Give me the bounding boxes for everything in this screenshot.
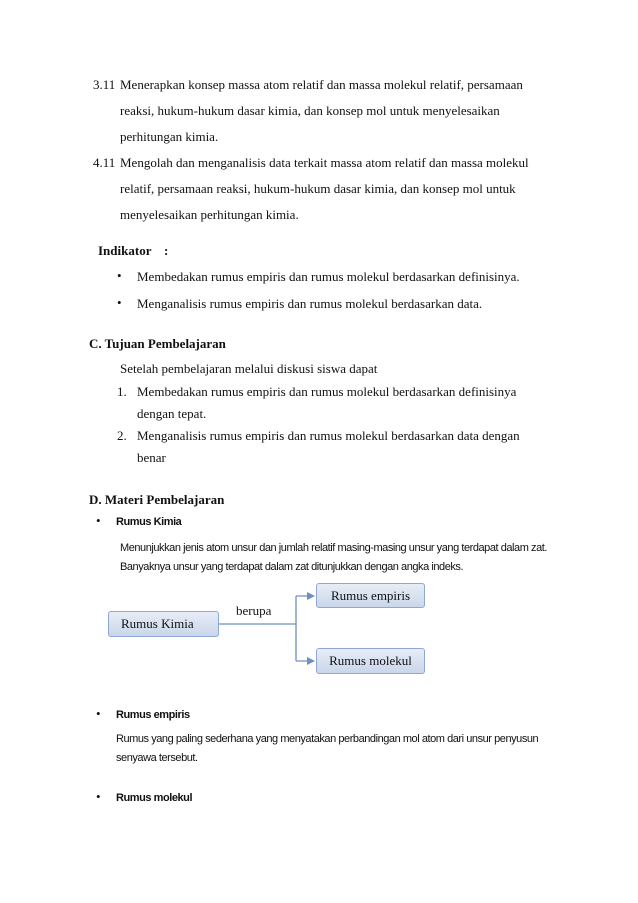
diagram-node-rumus-kimia <box>108 611 219 637</box>
kd-number: 3.11 <box>93 77 116 92</box>
section-heading: C. Tujuan Pembelajaran <box>89 336 226 351</box>
kd-text-line: perhitungan kimia. <box>120 129 219 144</box>
tujuan-intro: Setelah pembelajaran melalui diskusi siswa dapat <box>120 361 378 376</box>
kd-text-line: reaksi, hukum-hukum dasar kimia, dan konsep mol untuk menyelesaikan <box>120 103 500 118</box>
indikator-item: Membedakan rumus empiris dan rumus molekul berdasarkan definisinya. <box>137 269 520 284</box>
indikator-label: Indikator <box>98 243 152 258</box>
node-label: Rumus molekul <box>329 653 412 668</box>
diagram-node-rumus-molekul <box>316 648 425 674</box>
tujuan-number: 1. <box>117 384 127 399</box>
diagram-node-rumus-empiris <box>316 583 425 608</box>
paragraph-line: senyawa tersebut. <box>116 752 198 764</box>
kd-number: 4.11 <box>93 155 116 170</box>
section-heading: D. Materi Pembelajaran <box>89 492 225 507</box>
tujuan-number: 2. <box>117 428 127 443</box>
bullet-icon: • <box>96 513 101 528</box>
subheading-rumus-empiris: Rumus empiris <box>116 709 190 721</box>
kd-text-line: Mengolah dan menganalisis data terkait massa atom relatif dan massa molekul <box>120 155 529 170</box>
indikator-item: Menganalisis rumus empiris dan rumus molekul berdasarkan data. <box>137 296 483 311</box>
paragraph-line: Menunjukkan jenis atom unsur dan jumlah relatif masing-masing unsur yang terdapat dalam zat. <box>120 542 547 554</box>
tujuan-text-line: Membedakan rumus empiris dan rumus molekul berdasarkan definisinya <box>137 384 517 399</box>
paragraph-line: Rumus yang paling sederhana yang menyatakan perbandingan mol atom dari unsur penyusun <box>116 733 539 745</box>
kd-text-line: menyelesaikan perhitungan kimia. <box>120 207 299 222</box>
tujuan-text-line: Menganalisis rumus empiris dan rumus molekul berdasarkan data dengan <box>137 428 520 443</box>
node-label: Rumus empiris <box>330 587 411 603</box>
tujuan-text-line: dengan tepat. <box>137 406 207 421</box>
diagram-connector-label: berupa <box>236 603 272 618</box>
tujuan-text-line: benar <box>137 450 166 465</box>
subheading-rumus-molekul: Rumus molekul <box>116 792 193 804</box>
bullet-icon: • <box>96 789 101 804</box>
indikator-colon: : <box>164 243 169 258</box>
subheading-rumus-kimia: Rumus Kimia <box>116 516 182 528</box>
bullet-icon: • <box>117 268 122 283</box>
node-label: Rumus Kimia <box>121 616 194 631</box>
paragraph-line: Banyaknya unsur yang terdapat dalam zat ditunjukkan dengan angka indeks. <box>120 561 464 573</box>
kd-text-line: Menerapkan konsep massa atom relatif dan massa molekul relatif, persamaan <box>120 77 523 92</box>
kd-text-line: relatif, persamaan reaksi, hukum-hukum dasar kimia, dan konsep mol untuk <box>120 181 516 196</box>
bullet-icon: • <box>117 295 122 310</box>
bullet-icon: • <box>96 706 101 721</box>
